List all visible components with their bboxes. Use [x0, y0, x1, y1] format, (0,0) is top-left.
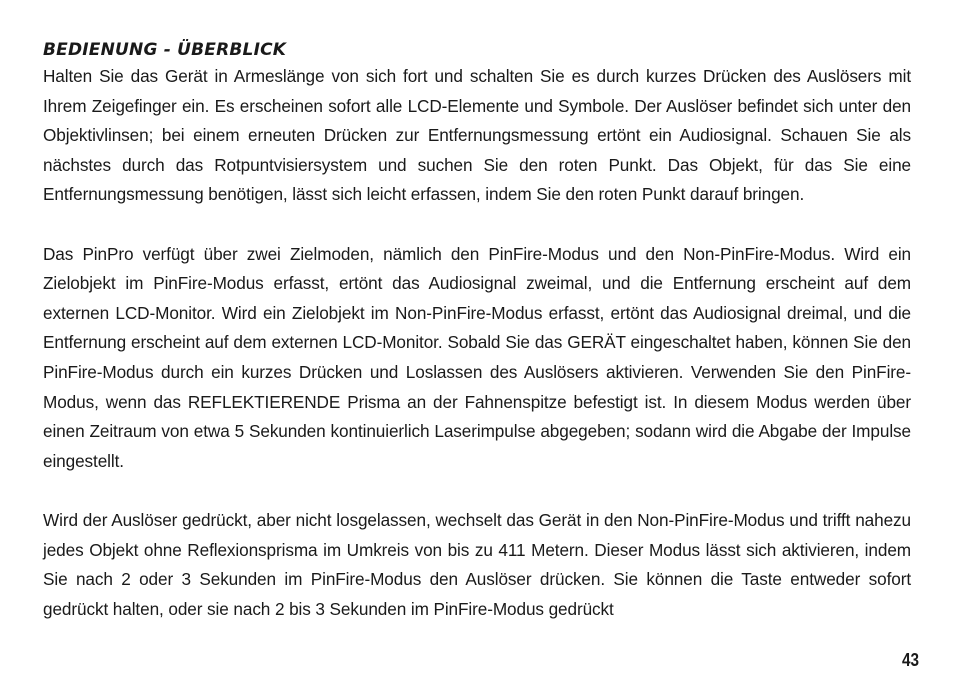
- paragraph-non-pinfire-mode: Wird der Auslöser gedrückt, aber nicht losgelassen, wechselt das Gerät in den Non-PinFire-Modus und trifft nahezu jedes Objekt ohne Reflexionsprisma im Umkreis von bis zu 411 Metern. Dieser Modus lässt sich aktivieren, indem Sie nach 2 oder 3 Sekunden im PinFire-Modus den Auslöser drücken. Sie können die Taste entweder sofort gedrückt halten, oder sie nach 2 bis 3 Sekunden im PinFire-Modus gedrückt: [43, 509, 911, 619]
- section-heading: BEDIENUNG - ÜBERBLICK: [43, 40, 287, 60]
- document-page: [43, 38, 911, 654]
- paragraph-target-modes: Das PinPro verfügt über zwei Zielmoden, nämlich den PinFire-Modus und den Non-PinFire-Modus. Wird ein Zielobjekt im PinFire-Modus erfasst, ertönt das Audiosignal zweimal, und die Entfernung erscheint auf dem externen LCD-Monitor. Wird ein Zielobjekt im Non-PinFire-Modus erfasst, ertönt das Audiosignal dreimal, und die Entfernung erscheint auf dem externen LCD-Monitor. Sobald Sie das GERÄT eingeschaltet haben, können Sie den PinFire-Modus durch ein kurzes Drücken und Loslassen des Auslösers aktivieren. Verwenden Sie den PinFire-Modus, wenn das REFLEKTIERENDE Prisma an der Fahnenspitze befestigt ist. In diesem Modus werden über einen Zeitraum von etwa 5 Sekunden kontinuierlich Laserimpulse abgegeben; sodann wird die Abgabe der Impulse eingestellt.: [43, 243, 911, 471]
- page-number: 43: [901, 650, 919, 670]
- paragraph-operation-intro: Halten Sie das Gerät in Armeslänge von sich fort und schalten Sie es durch kurzes Drücken des Auslösers mit Ihrem Zeigefinger ein. Es erscheinen sofort alle LCD-Elemente und Symbole. Der Auslöser befindet sich unter den Objektivlinsen; bei einem erneuten Drücken zur Entfernungsmessung ertönt ein Audiosignal. Schauen Sie als nächstes durch das Rotpuntvisiersystem und suchen Sie den roten Punkt. Das Objekt, für das Sie eine Entfernungsmessung benötigen, lässt sich leicht erfassen, indem Sie den roten Punkt darauf bringen.: [43, 66, 911, 205]
